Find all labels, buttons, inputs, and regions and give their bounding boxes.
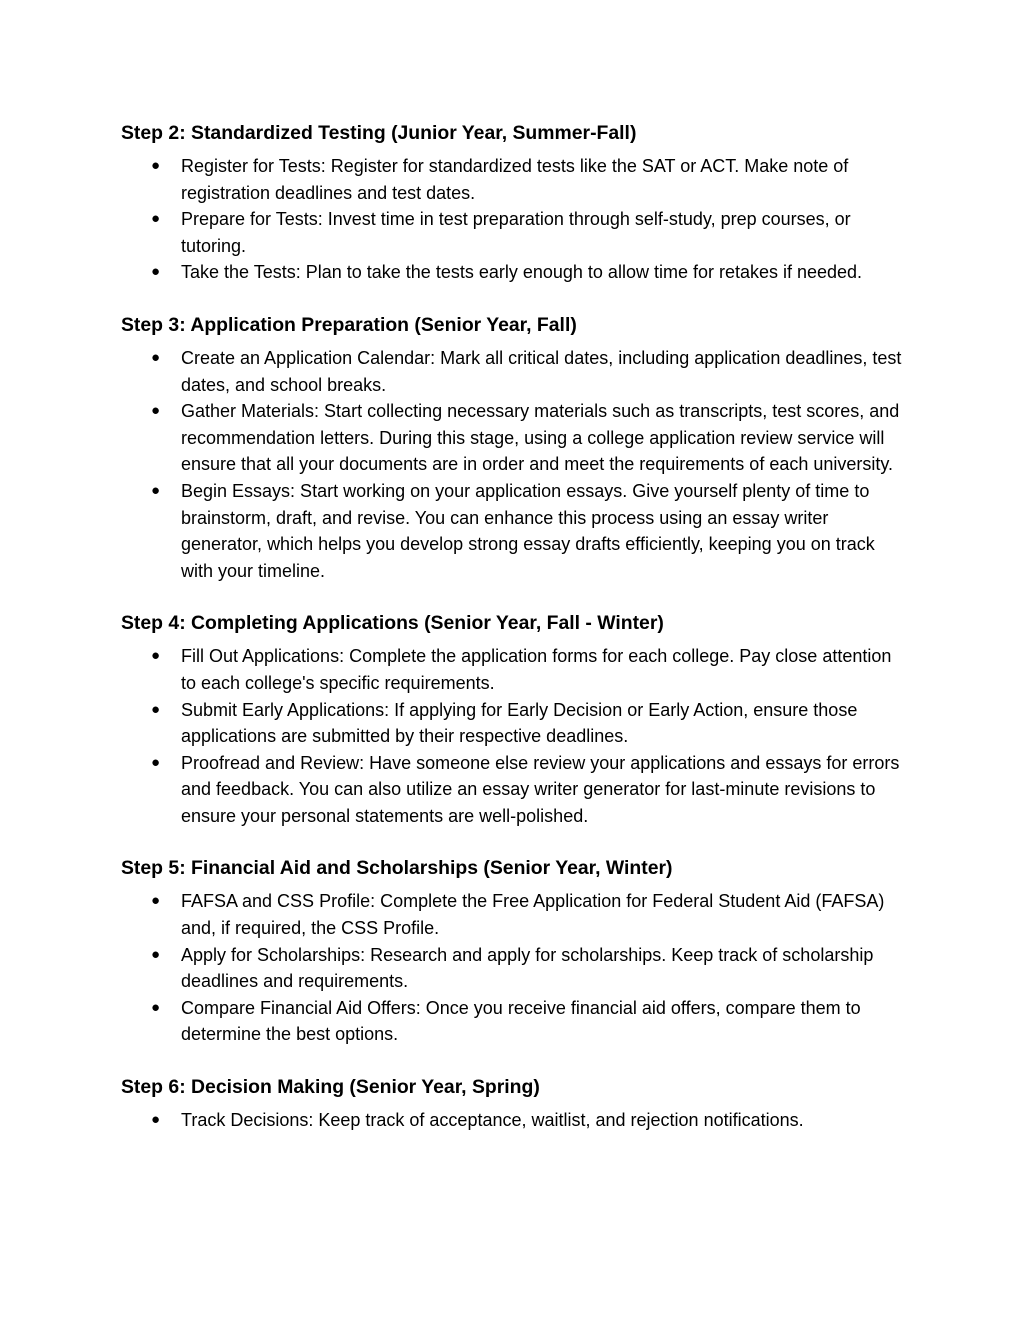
list-item <box>121 1107 911 1134</box>
section-heading: Step 4: Completing Applications (Senior Year, Fall - Winter) <box>121 612 664 635</box>
bullet-icon: ● <box>151 1111 161 1129</box>
list-item-text: Gather Materials: Start collecting necessary materials such as transcripts, test scores, and recommendation letters. During this stage, using a college application review service will ensure that all your documents are in order and meet the requirements of each university. <box>181 401 900 475</box>
bullet-icon: ● <box>151 402 161 420</box>
list-item-text: Proofread and Review: Have someone else review your applications and essays for errors and feedback. You can also utilize an essay writer generator for last-minute revisions to ensure your personal statements are well-polished. <box>181 752 900 826</box>
bullet-list <box>121 153 911 286</box>
section-heading: Step 5: Financial Aid and Scholarships (Senior Year, Winter) <box>121 857 673 880</box>
bullet-icon: ● <box>151 210 161 228</box>
list-item <box>121 398 911 478</box>
list-item-text: Track Decisions: Keep track of acceptance, waitlist, and rejection notifications. <box>181 1110 804 1131</box>
list-item-text: Submit Early Applications: If applying for Early Decision or Early Action, ensure those applications are submitted by their respective deadlines. <box>181 699 858 747</box>
section-heading: Step 2: Standardized Testing (Junior Year, Summer-Fall) <box>121 122 637 144</box>
list-item-text: Take the Tests: Plan to take the tests early enough to allow time for retakes if needed. <box>181 262 863 283</box>
list-item-text: Register for Tests: Register for standardized tests like the SAT or ACT. Make note of registration deadlines and test dates. <box>181 156 849 203</box>
bullet-icon: ● <box>151 998 161 1016</box>
bullet-icon: ● <box>151 481 161 499</box>
list-item-text: Prepare for Tests: Invest time in test preparation through self-study, prep courses, or tutoring. <box>181 209 851 256</box>
bullet-list <box>121 1107 911 1134</box>
section-heading: Step 3: Application Preparation (Senior Year, Fall) <box>121 313 577 336</box>
list-item <box>121 750 911 830</box>
bullet-icon: ● <box>151 348 161 366</box>
list-item-text: Create an Application Calendar: Mark all critical dates, including application deadlines, test dates, and school breaks. <box>181 347 902 395</box>
section-step-3 <box>121 310 911 584</box>
list-item <box>121 206 911 259</box>
list-item <box>121 888 911 941</box>
document-body <box>121 118 911 1158</box>
section-step-2 <box>121 118 911 286</box>
section-heading: Step 6: Decision Making (Senior Year, Spring) <box>121 1076 540 1099</box>
list-item-text: Begin Essays: Start working on your application essays. Give yourself plenty of time to brainstorm, draft, and revise. You can enhance this process using an essay writer generator, which helps you develop strong essay drafts efficiently, keeping you on track with your timeline. <box>181 480 875 581</box>
list-item <box>121 697 911 750</box>
bullet-list <box>121 643 911 829</box>
list-item-text: Apply for Scholarships: Research and apply for scholarships. Keep track of scholarship deadlines and requirements. <box>181 944 874 992</box>
list-item-text: Compare Financial Aid Offers: Once you receive financial aid offers, compare them to determine the best options. <box>181 997 861 1045</box>
list-item <box>121 995 911 1048</box>
list-item <box>121 259 911 286</box>
section-step-6 <box>121 1072 911 1134</box>
section-step-5 <box>121 853 911 1048</box>
list-item <box>121 345 911 398</box>
list-item <box>121 643 911 696</box>
bullet-icon: ● <box>151 892 161 910</box>
bullet-icon: ● <box>151 157 161 174</box>
bullet-icon: ● <box>151 647 161 665</box>
section-step-4 <box>121 608 911 829</box>
bullet-icon: ● <box>151 700 161 718</box>
bullet-icon: ● <box>151 945 161 963</box>
bullet-icon: ● <box>151 753 161 771</box>
bullet-list <box>121 888 911 1048</box>
list-item <box>121 942 911 995</box>
list-item <box>121 153 911 206</box>
bullet-list <box>121 345 911 584</box>
list-item-text: FAFSA and CSS Profile: Complete the Free Application for Federal Student Aid (FAFSA) and, if required, the CSS Profile. <box>181 891 885 939</box>
list-item-text: Fill Out Applications: Complete the application forms for each college. Pay close attention to each college's specific requirements. <box>181 646 892 693</box>
list-item <box>121 478 911 584</box>
bullet-icon: ● <box>151 263 161 281</box>
